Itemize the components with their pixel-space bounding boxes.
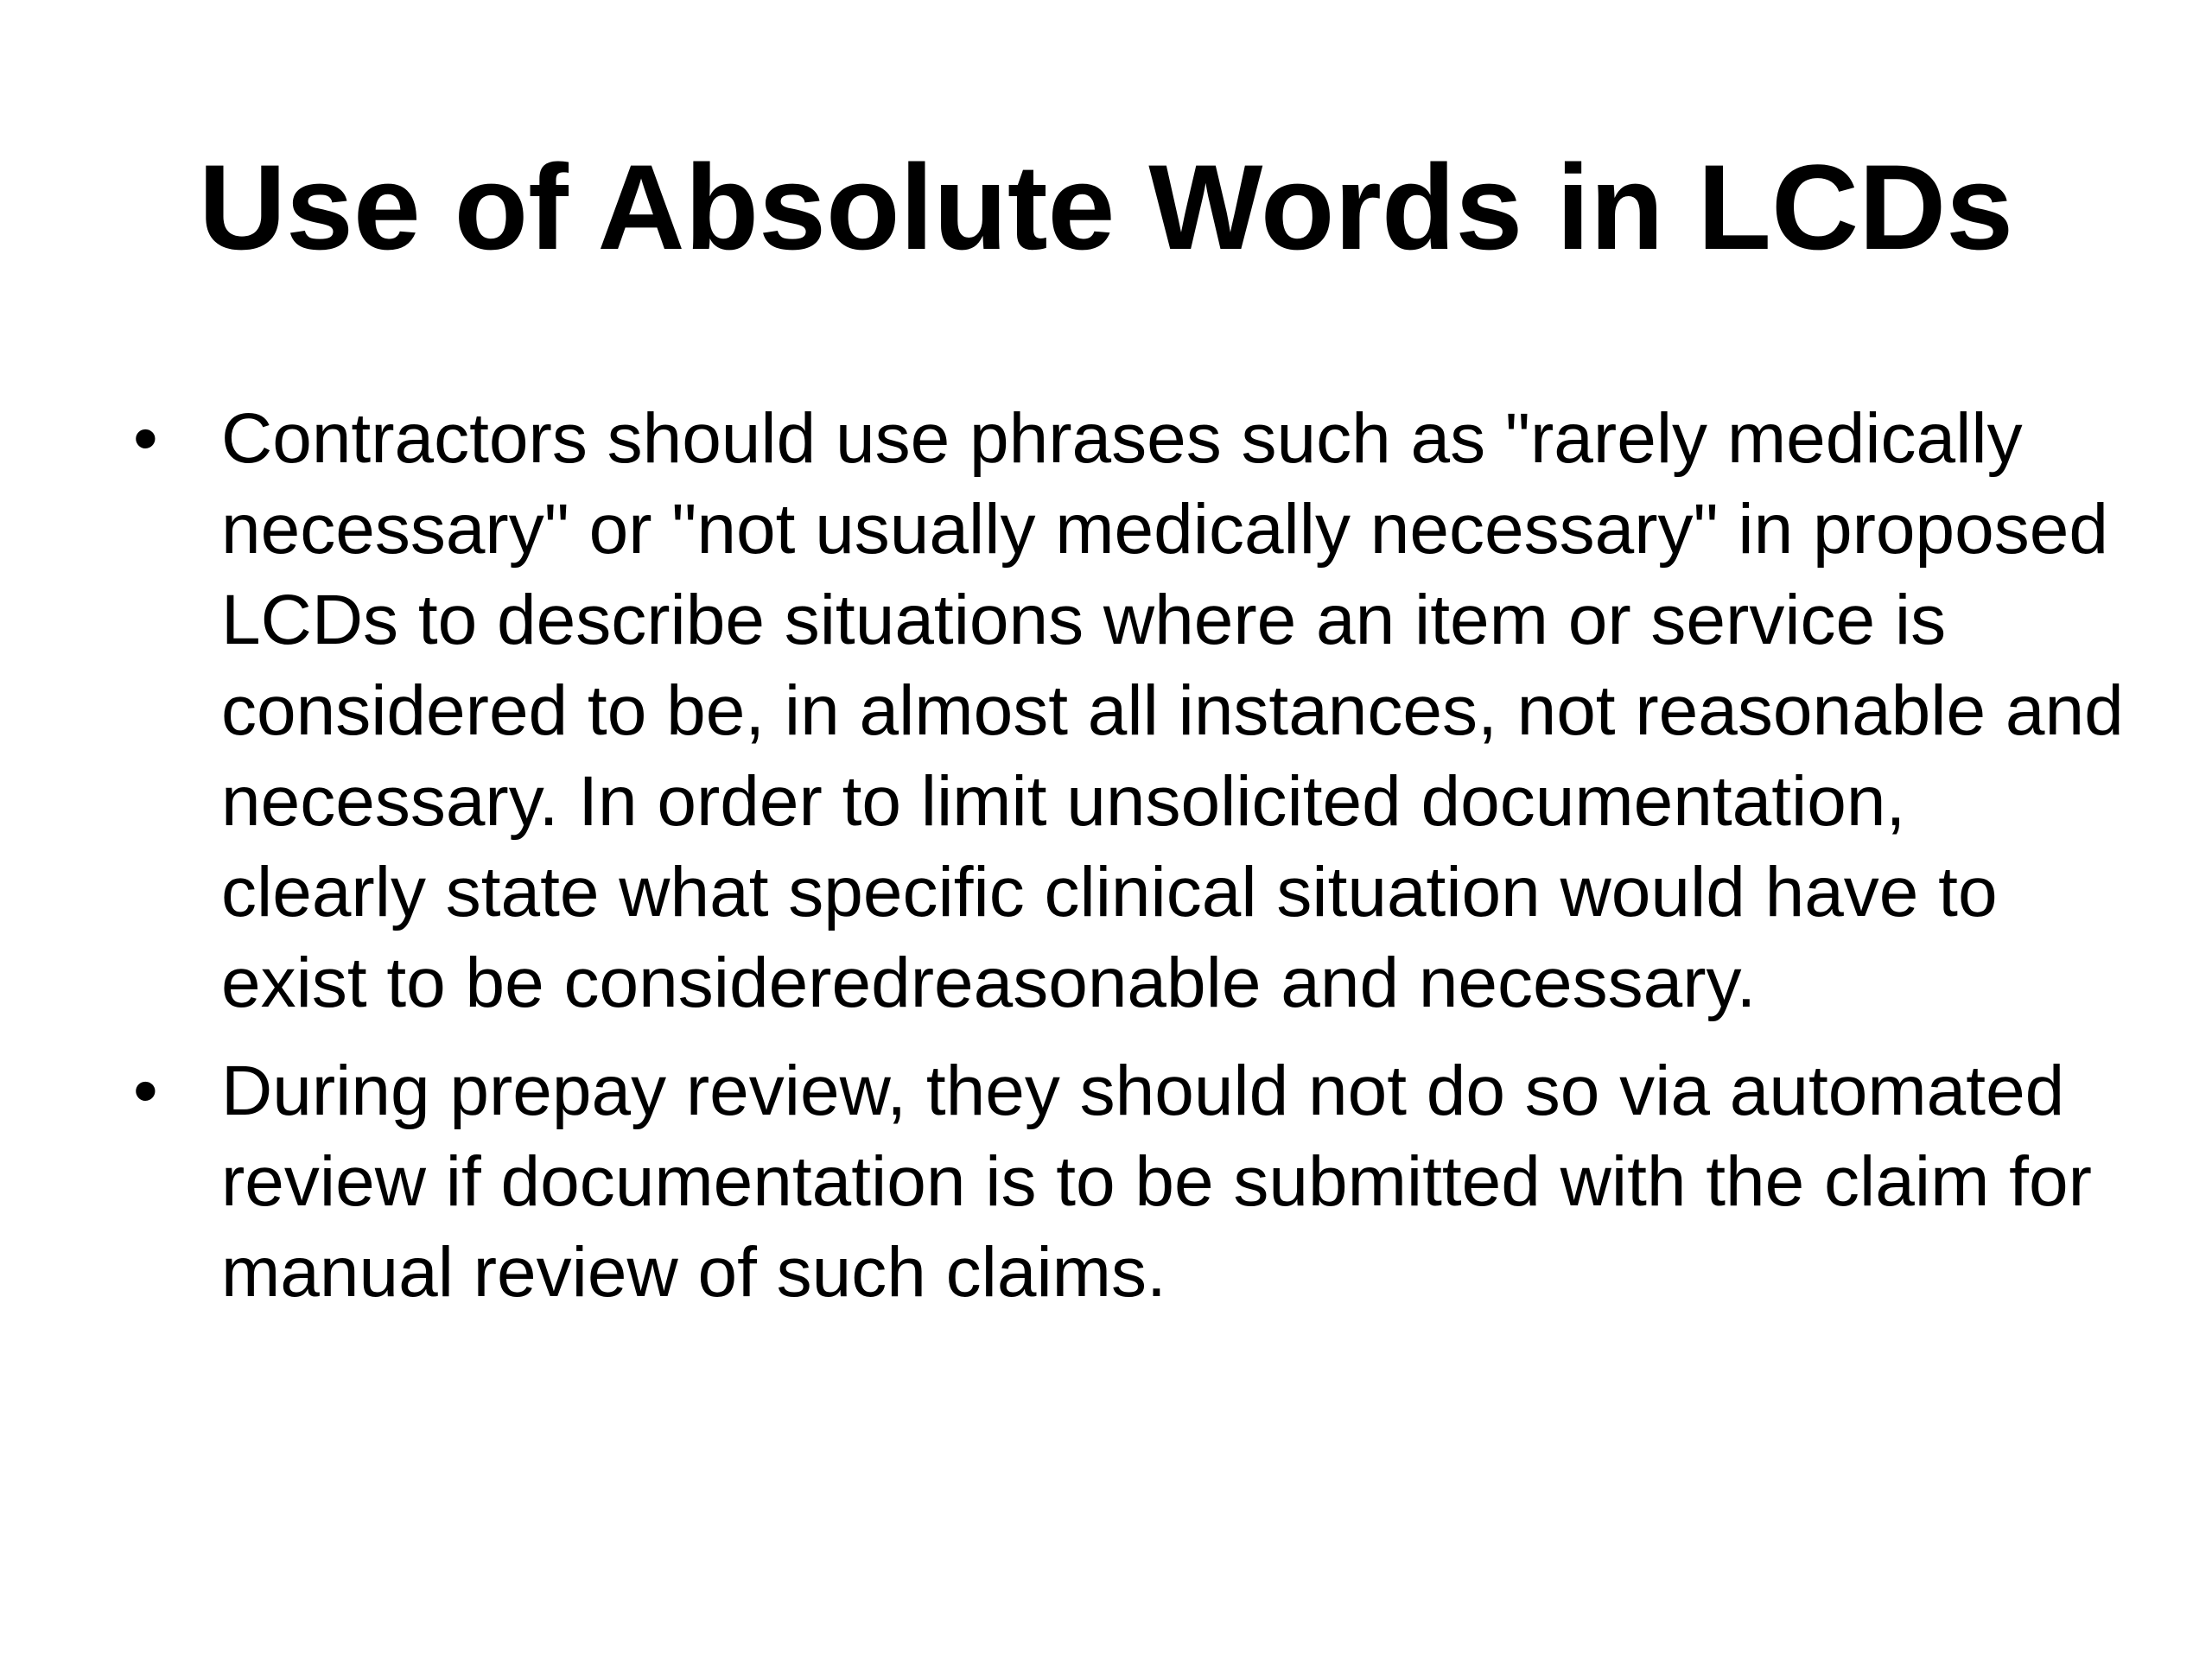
bullet-list (121, 393, 2126, 1335)
bullet-dot-icon: • (133, 1052, 158, 1130)
bullet-item-1 (121, 393, 2126, 1028)
bullet-text-2: During prepay review, they should not do so via automated review if documentation is to be submitted with the claim for manual review of such claims. (221, 1052, 2092, 1312)
bullet-dot-icon: • (133, 399, 158, 478)
bullet-text-1: Contractors should use phrases such as "rarely medically necessary" or "not usually medically necessary" in proposed LCDs to describe situations where an item or service is considered to be, in almost all instances, not reasonable and necessary. In order to limit unsolicited documentation, clearly state what specific clinical situation would have to exist to be consideredreasonable and necessary. (221, 399, 2124, 1022)
slide-title: Use of Absolute Words in LCDs (198, 139, 2014, 275)
bullet-item-2 (121, 1046, 2126, 1318)
